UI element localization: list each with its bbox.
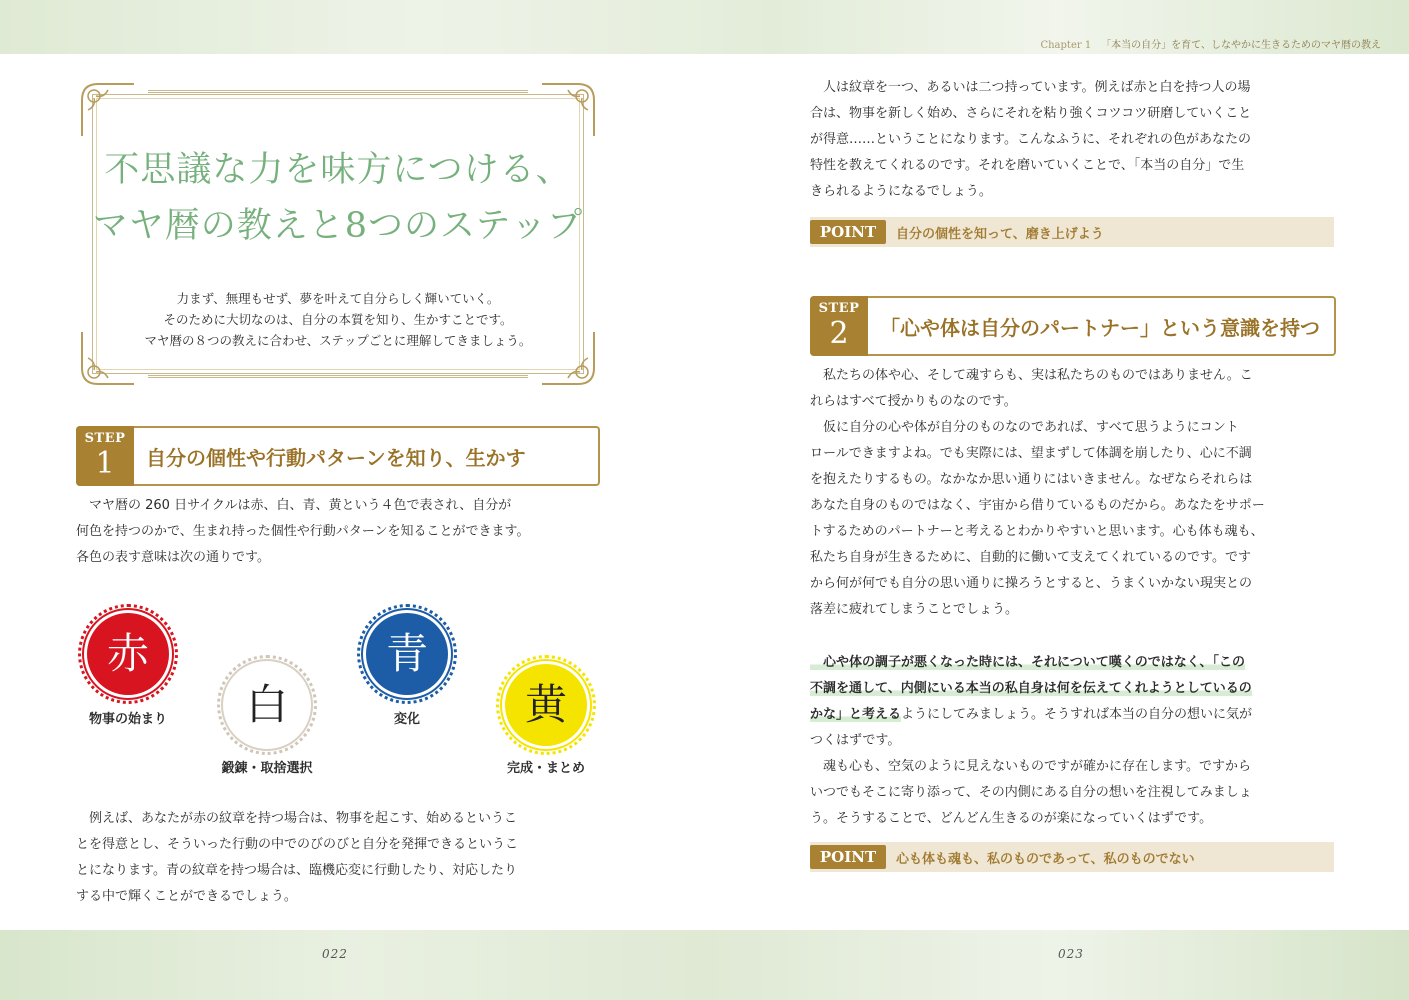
running-header — [1040, 36, 1381, 51]
text-line: マヤ暦の 260 日サイクルは赤、白、青、黄という４色で表され、自分が — [76, 498, 512, 513]
color-circle-white — [217, 655, 317, 755]
point-tag: POINT — [810, 220, 886, 244]
chapter-title: 「本当の自分」を育て、しなやかに生きるためのマヤ暦の教え — [1101, 40, 1381, 51]
point-text: 自分の個性を知って、磨き上げよう — [896, 227, 1104, 242]
point-box-2 — [810, 842, 1334, 872]
lead-text — [78, 288, 598, 351]
page-title — [78, 142, 598, 254]
color-kanji: 青 — [385, 629, 428, 678]
text-line: から何が何でも自分の思い通りに操ろうとすると、うまくいかない現実との — [810, 576, 1253, 591]
corner-ornament-icon — [78, 80, 138, 140]
lead-line: マヤ暦の８つの教えに合わせ、ステップごとに理解してきましょう。 — [144, 333, 532, 348]
step-number: 1 — [95, 446, 115, 481]
corner-ornament-icon — [538, 80, 598, 140]
paragraph-1 — [810, 75, 1251, 205]
example-paragraph — [76, 806, 518, 910]
intro-paragraph — [76, 493, 529, 571]
text-line: う。そうすることで、どんどん生きるのが楽になっていくはずです。 — [810, 811, 1213, 826]
text-line: する中で輝くことができるでしょう。 — [76, 889, 297, 904]
step-title: 「心や体は自分のパートナー」という意識を持つ — [880, 316, 1320, 340]
point-text: 心も体も魂も、私のものであって、私のものでない — [896, 852, 1195, 867]
color-caption: 変化 — [393, 712, 420, 727]
text-line: 私たちの体や心、そして魂すらも、実は私たちのものではありません。こ — [810, 368, 1253, 383]
step-badge — [76, 426, 134, 486]
title-line: マヤ暦の教えと8つのステップ — [92, 206, 584, 246]
text-line: 合は、物事を新しく始め、さらにそれを粘り強くコツコツ研磨していくこと — [810, 106, 1252, 121]
text-line: トするためのパートナーと考えるとわかりやすいと思います。心も体も魂も、 — [810, 524, 1264, 539]
frame-rule-top — [148, 90, 528, 93]
color-caption: 物事の始まり — [88, 712, 167, 727]
text-line: 人は紋章を一つ、あるいは二つ持っています。例えば赤と白を持つ人の場 — [810, 80, 1251, 95]
step-number: 2 — [829, 316, 849, 351]
color-kanji: 白 — [245, 680, 288, 729]
point-tag: POINT — [810, 845, 886, 869]
color-circle-blue — [357, 604, 457, 704]
color-circle-red — [78, 604, 178, 704]
bottom-decoration-band — [0, 930, 1409, 1000]
step-label: STEP — [84, 431, 126, 446]
text-line: きられるようになるでしょう。 — [810, 184, 992, 199]
text-line: とを得意とし、そういった行動の中でのびのびと自分を発揮できるというこ — [76, 837, 519, 852]
text-line: あなた自身のものではなく、宇宙から借りているものだから。あなたをサポー — [810, 498, 1265, 513]
highlighted-text: 心や体の調子が悪くなった時には、それについて嘆くのではなく、「この — [810, 655, 1245, 670]
text-line: が得意……ということになります。こんなふうに、それぞれの色があなたの — [810, 132, 1251, 147]
step-title: 自分の個性や行動パターンを知り、生かす — [146, 446, 526, 470]
highlighted-text: かな」と考える — [810, 707, 902, 722]
text-line: ロールできますよね。でも実際には、望まずして体調を崩したり、心に不調 — [810, 446, 1252, 461]
step-badge — [810, 296, 868, 356]
text-line: 落差に疲れてしまうことでしょう。 — [810, 602, 1019, 617]
point-box-1 — [810, 217, 1334, 247]
text-line: いつでもそこに寄り添って、その内側にある自分の想いを注視してみましょ — [810, 785, 1252, 800]
paragraph-2 — [810, 363, 1265, 623]
text-line: 何色を持つのかで、生まれ持った個性や行動パターンを知ることができます。 — [76, 524, 530, 539]
text-line: 魂も心も、空気のように見えないものですが確かに存在します。ですから — [810, 759, 1251, 774]
text-line: 特性を教えてくれるのです。それを磨いていくことで、「本当の自分」で生 — [810, 158, 1245, 173]
text-line: 仮に自分の心や体が自分のものなのであれば、すべて思うようにコント — [810, 420, 1239, 435]
text-line: 例えば、あなたが赤の紋章を持つ場合は、物事を起こす、始めるというこ — [76, 811, 517, 826]
title-line: 不思議な力を味方につける、 — [104, 150, 572, 190]
text-line: つくはずです。 — [810, 733, 901, 748]
color-circle-yellow — [496, 655, 596, 755]
step-1-header — [76, 426, 600, 486]
color-kanji: 黄 — [524, 680, 567, 729]
paragraph-3 — [810, 650, 1252, 832]
title-frame — [78, 80, 598, 388]
text-line: を抱えたりするもの。なかなか思い通りにはいきません。なぜならそれらは — [810, 472, 1253, 487]
page-number-right: 023 — [1058, 947, 1084, 961]
text-line: れらはすべて授かりものなのです。 — [810, 394, 1017, 409]
color-caption: 完成・まとめ — [506, 761, 585, 776]
chapter-number: Chapter 1 — [1040, 40, 1092, 51]
step-label: STEP — [818, 301, 860, 316]
frame-rule-bottom — [148, 375, 528, 378]
lead-line: そのために大切なのは、自分の本質を知り、生かすことです。 — [163, 312, 513, 327]
highlighted-text: 不調を通して、内側にいる本当の私自身は何を伝えてくれようとしているの — [810, 681, 1252, 696]
text-line: 各色の表す意味は次の通りです。 — [76, 550, 270, 565]
color-kanji: 赤 — [106, 629, 149, 678]
text-line: 私たち自身が生きるために、自動的に働いて支えてくれているのです。です — [810, 550, 1251, 565]
lead-line: 力まず、無理もせず、夢を叶えて自分らしく輝いていく。 — [176, 291, 500, 306]
page-number-left: 022 — [322, 947, 348, 961]
color-caption: 鍛錬・取捨選択 — [221, 761, 313, 776]
text-line: とになります。青の紋章を持つ場合は、臨機応変に行動したり、対応したり — [76, 863, 517, 878]
step-2-header — [810, 296, 1336, 356]
text-line: ようにしてみましょう。そうすれば本当の自分の想いに気が — [901, 707, 1253, 722]
